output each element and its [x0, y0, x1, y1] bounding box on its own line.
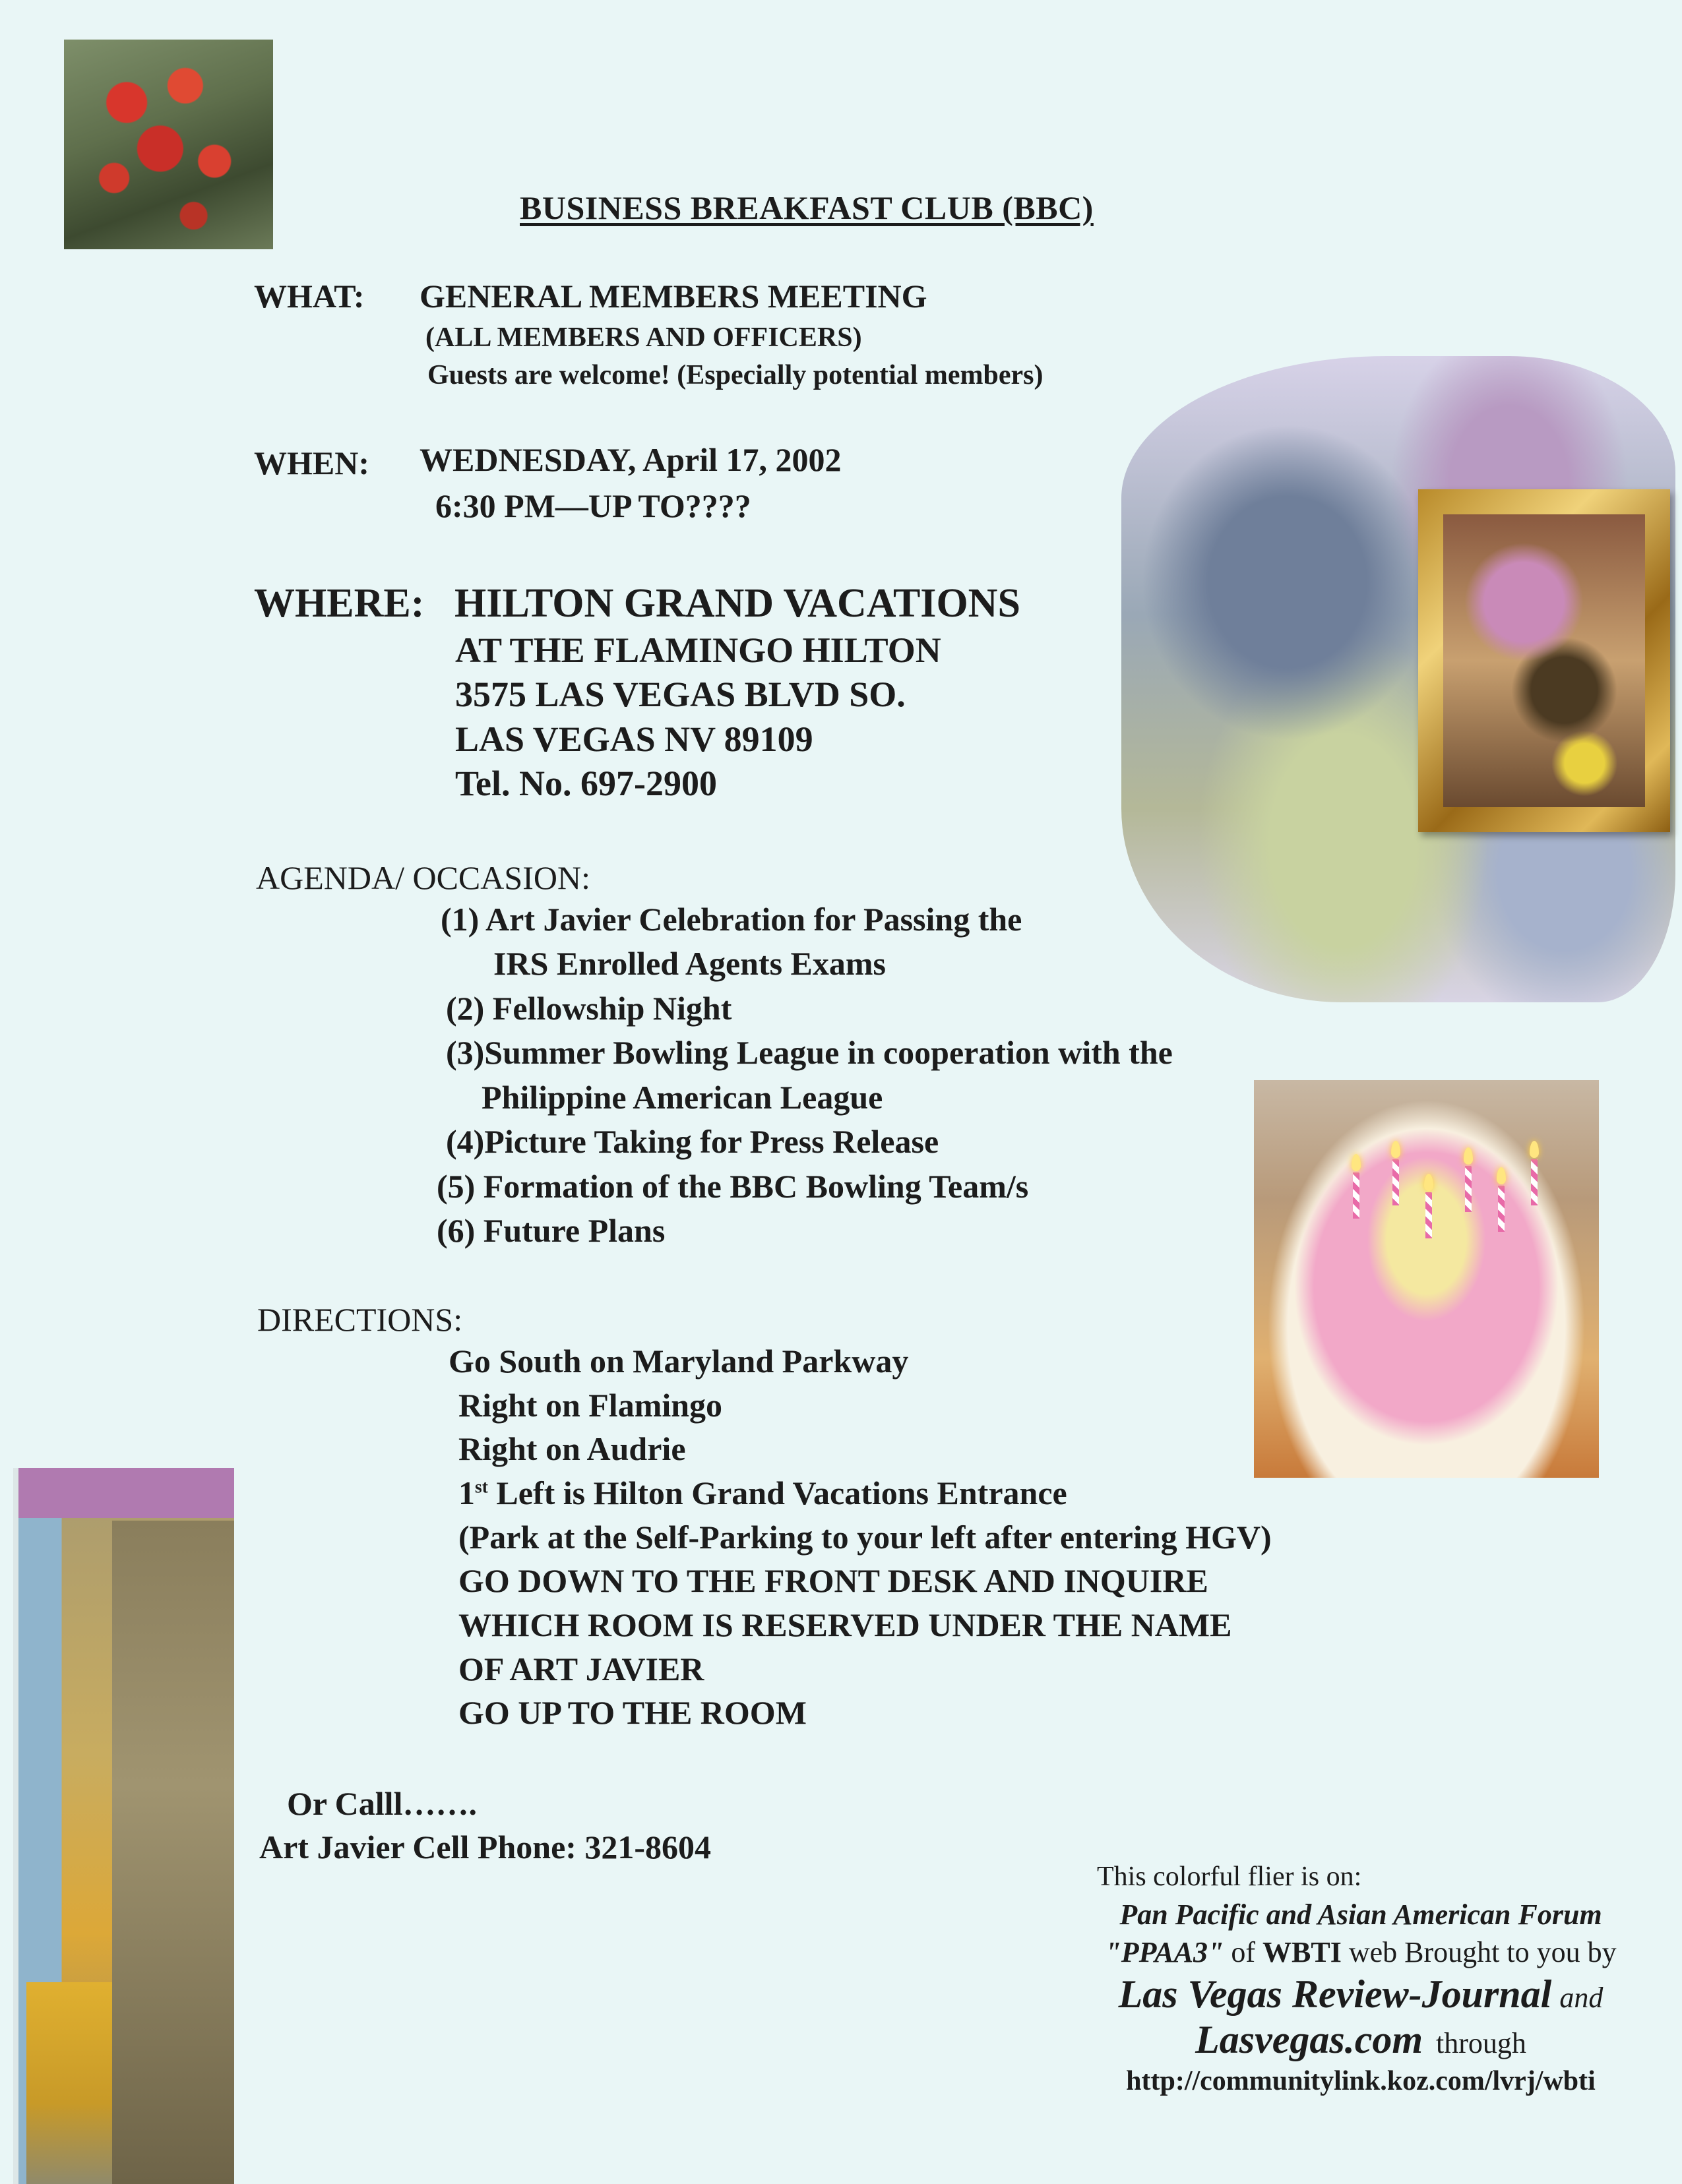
when-label: WHEN:: [254, 444, 369, 481]
where-line-3: LAS VEGAS NV 89109: [455, 719, 813, 759]
directions-line-2: Right on Flamingo: [458, 1387, 723, 1424]
directions-line-5: (Park at the Self-Parking to your left after entering HGV): [458, 1519, 1272, 1556]
agenda-item-5: (5) Formation of the BBC Bowling Team/s: [437, 1168, 1029, 1205]
agenda-item-1: (1) Art Javier Celebration for Passing the: [441, 901, 1022, 938]
agenda-item-3: (3)Summer Bowling League in cooperation with the: [446, 1034, 1173, 1071]
footer-line-5: Lasvegas.com through: [1195, 2018, 1526, 2061]
footer-line-2: Pan Pacific and Asian American Forum: [1119, 1898, 1602, 1931]
flier-title: BUSINESS BREAKFAST CLUB (BBC): [520, 189, 1094, 226]
where-line-4: Tel. No. 697-2900: [455, 764, 718, 803]
directions-line-7: WHICH ROOM IS RESERVED UNDER THE NAME: [458, 1606, 1232, 1643]
directions-line-8: OF ART JAVIER: [458, 1651, 704, 1687]
directions-line-4: 1st Left is Hilton Grand Vacations Entrance: [458, 1474, 1067, 1511]
what-label: WHAT:: [254, 278, 365, 315]
agenda-item-3-cont: Philippine American League: [482, 1079, 883, 1116]
directions-line-6: GO DOWN TO THE FRONT DESK AND INQUIRE: [458, 1562, 1208, 1599]
agenda-item-6: (6) Future Plans: [437, 1212, 666, 1249]
call-line-1: Or Calll…….: [287, 1785, 477, 1822]
footer-line-3: "PPAA3" of WBTI web Brought to you by: [1105, 1936, 1617, 1968]
call-line-2: Art Javier Cell Phone: 321-8604: [259, 1829, 712, 1866]
where-line-1: AT THE FLAMINGO HILTON: [455, 630, 941, 670]
what-line3: Guests are welcome! (Especially potential members): [427, 360, 1043, 390]
footer-line-4: Las Vegas Review-Journal and: [1118, 1972, 1604, 2016]
birthday-cake-photo: [1254, 1080, 1599, 1478]
cliff-painting: [13, 1468, 234, 2184]
where-venue: HILTON GRAND VACATIONS: [454, 581, 1020, 626]
flowers-photo: [64, 40, 273, 249]
where-line-2: 3575 LAS VEGAS BLVD SO.: [455, 675, 906, 714]
what-value: GENERAL MEMBERS MEETING: [420, 278, 927, 315]
agenda-item-2: (2) Fellowship Night: [446, 990, 732, 1027]
agenda-item-1-cont: IRS Enrolled Agents Exams: [493, 945, 887, 982]
what-line2: (ALL MEMBERS AND OFFICERS): [425, 322, 862, 353]
agenda-label: AGENDA/ OCCASION:: [256, 859, 590, 896]
agenda-item-4: (4)Picture Taking for Press Release: [446, 1123, 939, 1160]
directions-line-1: Go South on Maryland Parkway: [449, 1343, 909, 1380]
directions-label: DIRECTIONS:: [257, 1301, 463, 1338]
footer-line-1: This colorful flier is on:: [1097, 1862, 1362, 1892]
directions-line-3: Right on Audrie: [458, 1430, 686, 1467]
peacock-framed-painting: [1418, 489, 1670, 832]
when-date: WEDNESDAY, April 17, 2002: [420, 441, 842, 478]
where-label: WHERE:: [254, 581, 425, 626]
when-time: 6:30 PM—UP TO????: [435, 487, 751, 524]
footer-url-link[interactable]: http://communitylink.koz.com/lvrj/wbti: [1126, 2066, 1596, 2096]
footer-credits: [1061, 1861, 1661, 2097]
directions-line-9: GO UP TO THE ROOM: [458, 1694, 807, 1731]
